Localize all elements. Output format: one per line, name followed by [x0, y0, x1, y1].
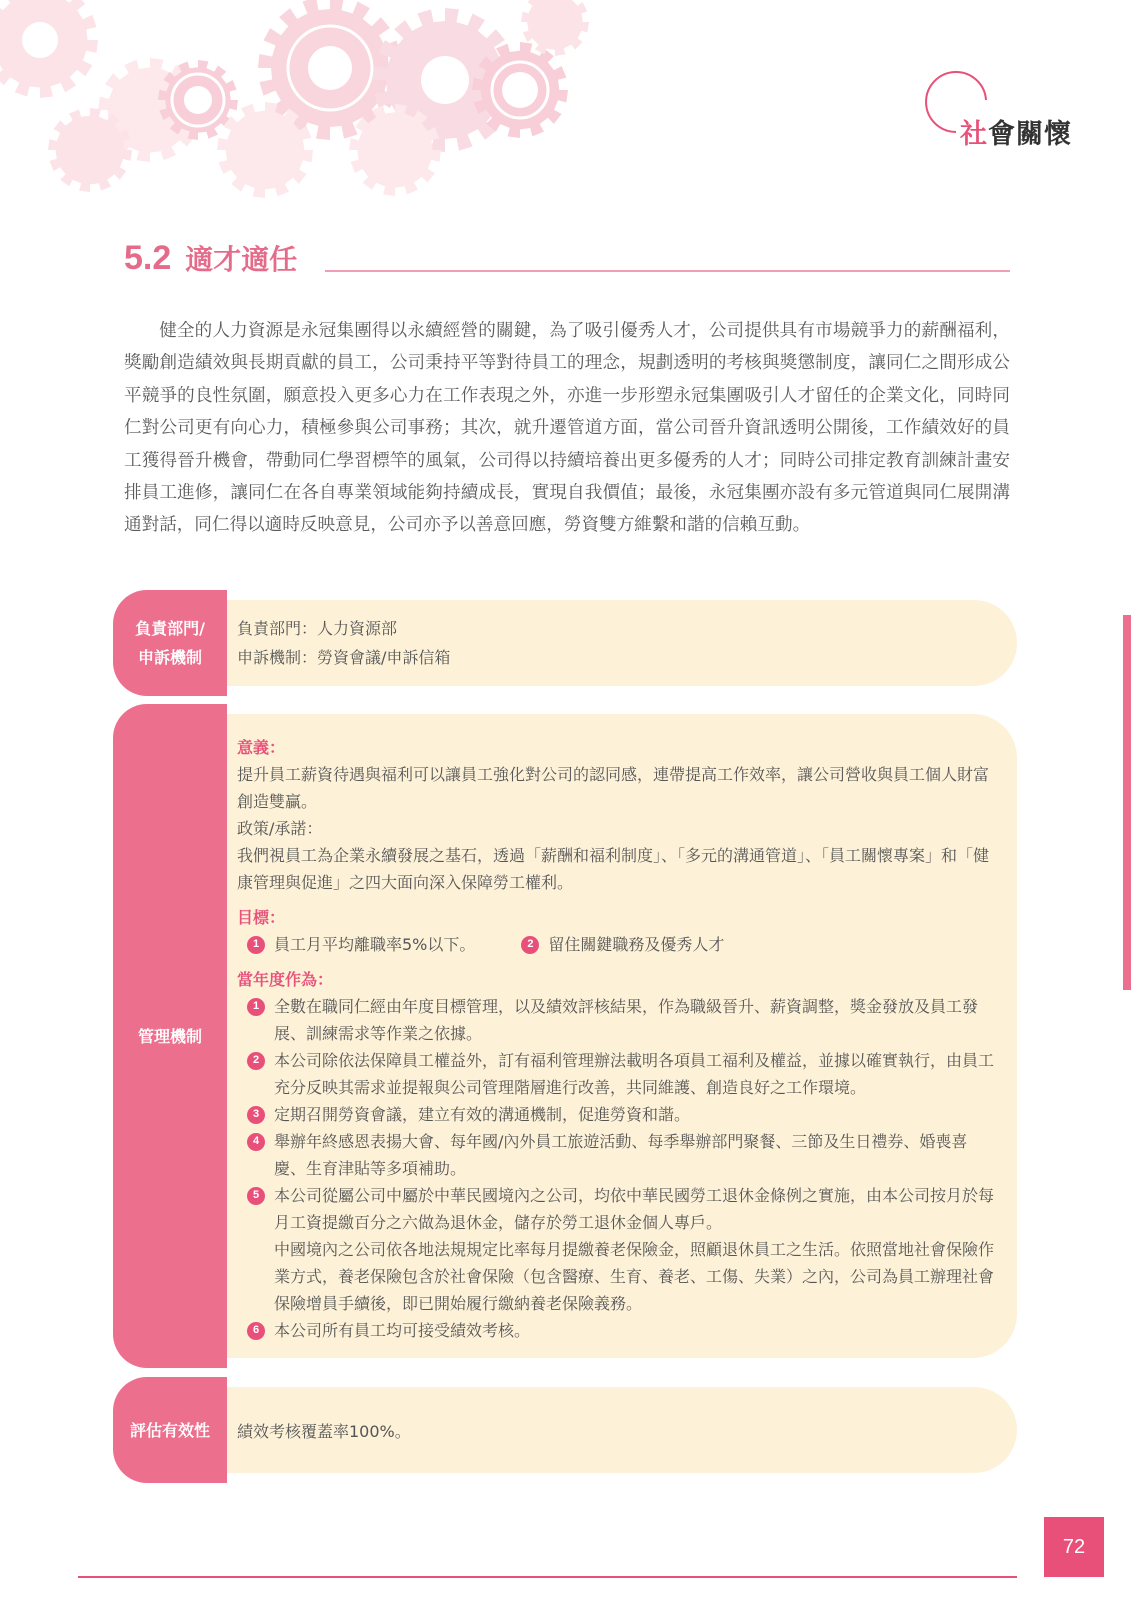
action-text: 全數在職同仁經由年度目標管理，以及績效評核結果，作為職級晉升、薪資調整，獎金發放及員工發展、訓練需求等作業之依據。 [274, 997, 979, 1043]
responsible-body [223, 600, 1017, 686]
number-badge-icon: 5 [247, 1187, 265, 1205]
action-text: 定期召開勞資會議，建立有效的溝通機制，促進勞資和諧。 [274, 1105, 691, 1124]
gear-hole [22, 22, 58, 58]
action-item [237, 1047, 995, 1101]
meaning-text: 提升員工薪資待遇與福利可以讓員工強化對公司的認同感，連帶提高工作效率，讓公司營收與員工個人財富創造雙贏。 [237, 765, 990, 811]
meaning-heading: 意義： [237, 738, 286, 757]
section-number: 5.2 [124, 239, 172, 277]
action-item [237, 1101, 995, 1128]
chapter-title-accent: 社 [960, 119, 988, 150]
side-chapter-tab [1123, 615, 1131, 990]
goal-item [237, 931, 475, 958]
action-item [237, 1182, 995, 1317]
management-block [113, 704, 1017, 1368]
policy-heading: 政策/承諾： [237, 819, 323, 838]
footer-divider [78, 1576, 1017, 1578]
action-item [237, 1317, 995, 1344]
responsible-label [113, 590, 227, 696]
number-badge-icon: 6 [247, 1322, 265, 1340]
actions-heading: 當年度作為： [237, 970, 334, 989]
responsible-label-line1: 負責部門/ [135, 619, 205, 638]
number-badge-icon: 2 [521, 936, 539, 954]
section-title: 適才適任 [185, 243, 298, 276]
number-badge-icon: 1 [247, 936, 265, 954]
goal-text: 留住關鍵職務及優秀人才 [548, 935, 725, 954]
evaluation-label: 評估有效性 [113, 1377, 227, 1483]
intro-paragraph: 健全的人力資源是永冠集團得以永續經營的關鍵，為了吸引優秀人才，公司提供具有市場競爭力的薪酬福利，獎勵創造績效與長期貢獻的員工，公司秉持平等對待員工的理念，規劃透明的考核與獎懲制度，讓同仁之間形成公平競爭的良性氛圍，願意投入更多心力在工作表現之外，亦進一步形塑永冠集團吸引人才留任的企業文化，同時同仁對公司更有向心力，積極參與公司事務；其次，就升遷管道方面，當公司晉升資訊透明公開後，工作績效好的員工獲得晉升機會，帶動同仁學習標竿的風氣，公司得以持續培養出更多優秀的人才；同時公司排定教育訓練計畫安排員工進修，讓同仁在各自專業領域能夠持續成長，實現自我價值；最後，永冠集團亦設有多元管道與同仁展開溝通對話，同仁得以適時反映意見，公司亦予以善意回應，勞資雙方維繫和諧的信賴互動。 [124, 321, 1010, 536]
section-heading [124, 238, 297, 278]
gear-icon [48, 108, 132, 192]
action-text: 本公司從屬公司中屬於中華民國境內之公司，均依中華民國勞工退休金條例之實施，由本公司按月於每月工資提繳百分之六做為退休金，儲存於勞工退休金個人專戶。 [274, 1186, 995, 1232]
section-divider [325, 270, 1010, 272]
gear-hole [308, 46, 352, 90]
evaluation-text: 績效考核覆蓋率100%。 [237, 1421, 411, 1441]
management-label: 管理機制 [113, 704, 227, 1368]
goals-list [237, 931, 995, 958]
action-text-extra: 中國境內之公司依各地法規規定比率每月提繳養老保險金，照顧退休員工之生活。依照當地社會保險作業方式，養老保險包含於社會保險（包含醫療、生育、養老、工傷、失業）之內，公司為員工辦理社會保險增員手續後，即已開始履行繳納養老保險義務。 [274, 1240, 995, 1313]
action-text: 本公司除依法保障員工權益外，訂有福利管理辦法載明各項員工福利及權益，並據以確實執行，由員工充分反映其需求並提報與公司管理階層進行改善，共同維護、創造良好之工作環境。 [274, 1051, 995, 1097]
number-badge-icon: 4 [247, 1133, 265, 1151]
number-badge-icon: 1 [247, 998, 265, 1016]
evaluation-body [223, 1387, 1017, 1473]
action-text: 舉辦年終感恩表揚大會、每年國/內外員工旅遊活動、每季舉辦部門聚餐、三節及生日禮券、婚喪喜慶、生育津貼等多項補助。 [274, 1132, 968, 1178]
responsible-dept: 負責部門：人力資源部 [237, 619, 398, 638]
goal-text: 員工月平均離職率5%以下。 [274, 935, 476, 954]
evaluation-block [113, 1377, 1017, 1483]
goals-heading: 目標： [237, 908, 286, 927]
action-item [237, 1128, 995, 1182]
gear-hole [184, 86, 212, 114]
responsible-block [113, 590, 1017, 696]
gear-hole [502, 72, 538, 108]
responsible-label-line2: 申訴機制 [137, 648, 202, 667]
number-badge-icon: 2 [247, 1052, 265, 1070]
action-text: 本公司所有員工均可接受績效考核。 [274, 1321, 531, 1340]
grievance-mechanism: 申訴機制：勞資會議/申訴信箱 [237, 648, 451, 667]
management-body [223, 714, 1017, 1358]
gear-hole [421, 56, 469, 104]
chapter-title-rest: 會關懷 [988, 119, 1072, 150]
number-badge-icon: 3 [247, 1106, 265, 1124]
policy-text: 我們視員工為企業永續發展之基石，透過「薪酬和福利制度」、「多元的溝通管道」、「員工關懷專案」和「健康管理與促進」之四大面向深入保障勞工權利。 [237, 846, 990, 892]
goal-item [511, 931, 724, 958]
decorative-gears [0, 0, 640, 200]
action-item [237, 993, 995, 1047]
chapter-title [960, 112, 1072, 151]
page-number: 72 [1044, 1517, 1104, 1577]
